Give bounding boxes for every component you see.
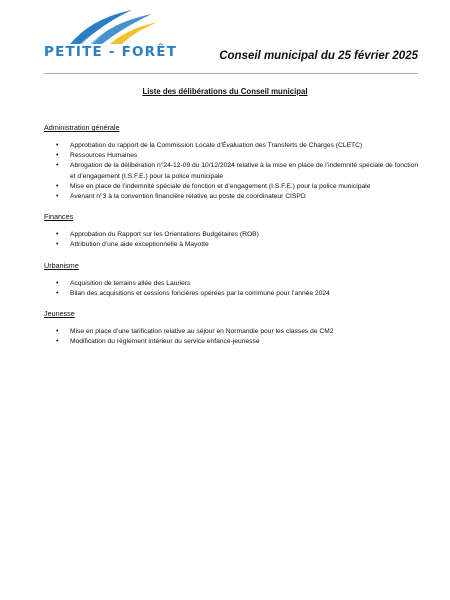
list-item bbox=[44, 230, 424, 240]
list-item bbox=[44, 141, 424, 151]
section bbox=[44, 123, 424, 202]
item-list bbox=[44, 327, 424, 347]
section-heading: Urbanisme bbox=[44, 260, 79, 270]
section bbox=[44, 309, 424, 347]
meeting-title: Conseil municipal du 25 février 2025 bbox=[219, 50, 418, 62]
list-item bbox=[44, 337, 424, 347]
header-divider bbox=[44, 73, 418, 74]
list-item-text: Ressources Humaines bbox=[70, 152, 138, 160]
bullet-icon: • bbox=[56, 182, 59, 190]
document-title: Liste des délibérations du Conseil municipal bbox=[142, 87, 308, 96]
section bbox=[44, 261, 424, 299]
list-item bbox=[44, 192, 424, 202]
list-item bbox=[44, 327, 424, 337]
bullet-icon: • bbox=[56, 142, 59, 149]
item-list bbox=[44, 230, 424, 250]
item-list bbox=[44, 279, 424, 299]
list-item bbox=[44, 151, 424, 161]
list-item-text: Abrogation de la délibération n°24-12-09 du 10/12/2024 relative à la mise en place de l’indemnité spéciale de fonction et d’engagement (I.S.F.E.) pour la police municipale bbox=[70, 162, 419, 180]
list-item-text: Acquisition de terrains allée des Lauriers bbox=[70, 279, 191, 287]
list-item-text: Approbation du rapport de la Commission Locale d’Évaluation des Transferts de Charges (CLETC) bbox=[70, 142, 363, 149]
list-item-text: Attribution d’une aide exceptionnelle à Mayotte bbox=[70, 241, 209, 249]
section-heading: Jeunesse bbox=[44, 309, 75, 319]
bullet-icon: • bbox=[56, 193, 59, 201]
bullet-icon: • bbox=[56, 241, 59, 249]
logo-text: PETITE - FORÊT bbox=[44, 44, 178, 60]
bullet-icon: • bbox=[56, 328, 59, 336]
section-heading: Administration générale bbox=[44, 123, 120, 132]
list-item-text: Mise en place de l’indemnité spéciale de fonction et d’engagement (I.S.F.E.) pour la police municipale bbox=[70, 182, 371, 190]
section bbox=[44, 212, 424, 250]
list-item-text: Avenant n°3 à la convention financière relative au poste de coordinateur CISPD bbox=[70, 193, 306, 201]
bullet-icon: • bbox=[56, 162, 59, 170]
list-item bbox=[44, 240, 424, 250]
logo-swoosh-icon bbox=[62, 8, 162, 48]
item-list bbox=[44, 141, 424, 202]
bullet-icon: • bbox=[56, 152, 59, 160]
list-item-text: Approbation du Rapport sur les Orientations Budgétaires (ROB) bbox=[70, 231, 259, 239]
list-item bbox=[44, 182, 424, 192]
list-item bbox=[44, 161, 424, 181]
list-item-text: Modification du règlement intérieur du service enfance-jeunesse bbox=[70, 338, 260, 346]
commune-logo bbox=[44, 8, 178, 62]
bullet-icon: • bbox=[56, 289, 59, 297]
list-item bbox=[44, 279, 424, 289]
bullet-icon: • bbox=[56, 338, 59, 346]
deliberations-list bbox=[44, 123, 424, 357]
section-heading: Finances bbox=[44, 212, 74, 222]
list-item-text: Mise en place d’une tarification relative au séjour en Normandie pour les classes de CM2 bbox=[70, 328, 334, 336]
list-item bbox=[44, 289, 424, 299]
list-item-text: Bilan des acquisitions et cessions foncières opérées par la commune pour l’année 2024 bbox=[70, 289, 330, 297]
bullet-icon: • bbox=[56, 231, 59, 239]
bullet-icon: • bbox=[56, 279, 59, 287]
